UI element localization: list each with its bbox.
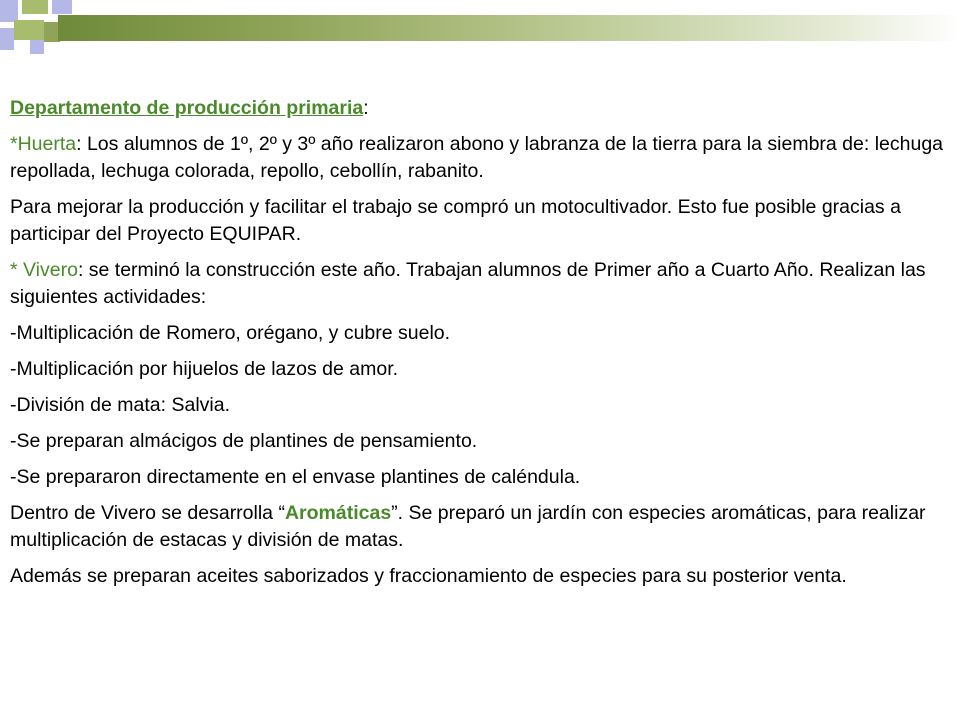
aromaticas-label: Aromáticas [284, 502, 392, 524]
actividad-item: -Se prepararon directamente en el envase plantines de caléndula. [10, 466, 581, 488]
vivero-text: : se terminó la construcción este año. Trabajan alumnos de Primer año a Cuarto Año. Realizan las siguientes actividades: [10, 259, 926, 308]
decor-square [30, 40, 44, 54]
decor-square [52, 0, 72, 14]
huerta-text: : Los alumnos de 1º, 2º y 3º año realizaron abono y labranza de la tierra para la siembra de: lechuga repollada, lechuga colorada, repollo, cebollín, rabanito. [10, 133, 944, 182]
heading-colon: : [363, 97, 369, 119]
heading-title: Departamento de producción primaria [10, 97, 364, 119]
decor-square [0, 0, 18, 22]
decor-square [0, 28, 14, 50]
mejora-paragraph: Para mejorar la producción y facilitar el trabajo se compró un motocultivador. Esto fue posible gracias a participar del Proyecto EQUIPAR. [10, 196, 901, 245]
decor-square [22, 0, 48, 14]
vivero-label: * Vivero [10, 259, 78, 281]
aromaticas-before: Dentro de Vivero se desarrolla “ [10, 502, 285, 524]
huerta-paragraph [10, 131, 950, 185]
title-bar [58, 15, 960, 41]
slide-body [10, 95, 950, 599]
actividad-item: -Multiplicación de Romero, orégano, y cubre suelo. [10, 322, 451, 344]
ademas-paragraph: Además se preparan aceites saborizados y fraccionamiento de especies para su posterior venta. [10, 565, 847, 587]
aromaticas-after: ”. Se preparó un jardín con especies aromáticas, para realizar multiplicación de estacas y división de matas. [10, 502, 926, 551]
huerta-label: Huerta [17, 133, 77, 155]
decor-square [14, 20, 44, 40]
actividad-item: -Se preparan almácigos de plantines de pensamiento. [10, 430, 478, 452]
actividad-item: -División de mata: Salvia. [10, 394, 231, 416]
slide-banner [0, 0, 960, 60]
vivero-paragraph [10, 257, 950, 311]
section-heading [10, 95, 950, 122]
aromaticas-paragraph [10, 500, 950, 554]
huerta-prefix: * [10, 133, 18, 155]
actividad-item: -Multiplicación por hijuelos de lazos de amor. [10, 358, 399, 380]
